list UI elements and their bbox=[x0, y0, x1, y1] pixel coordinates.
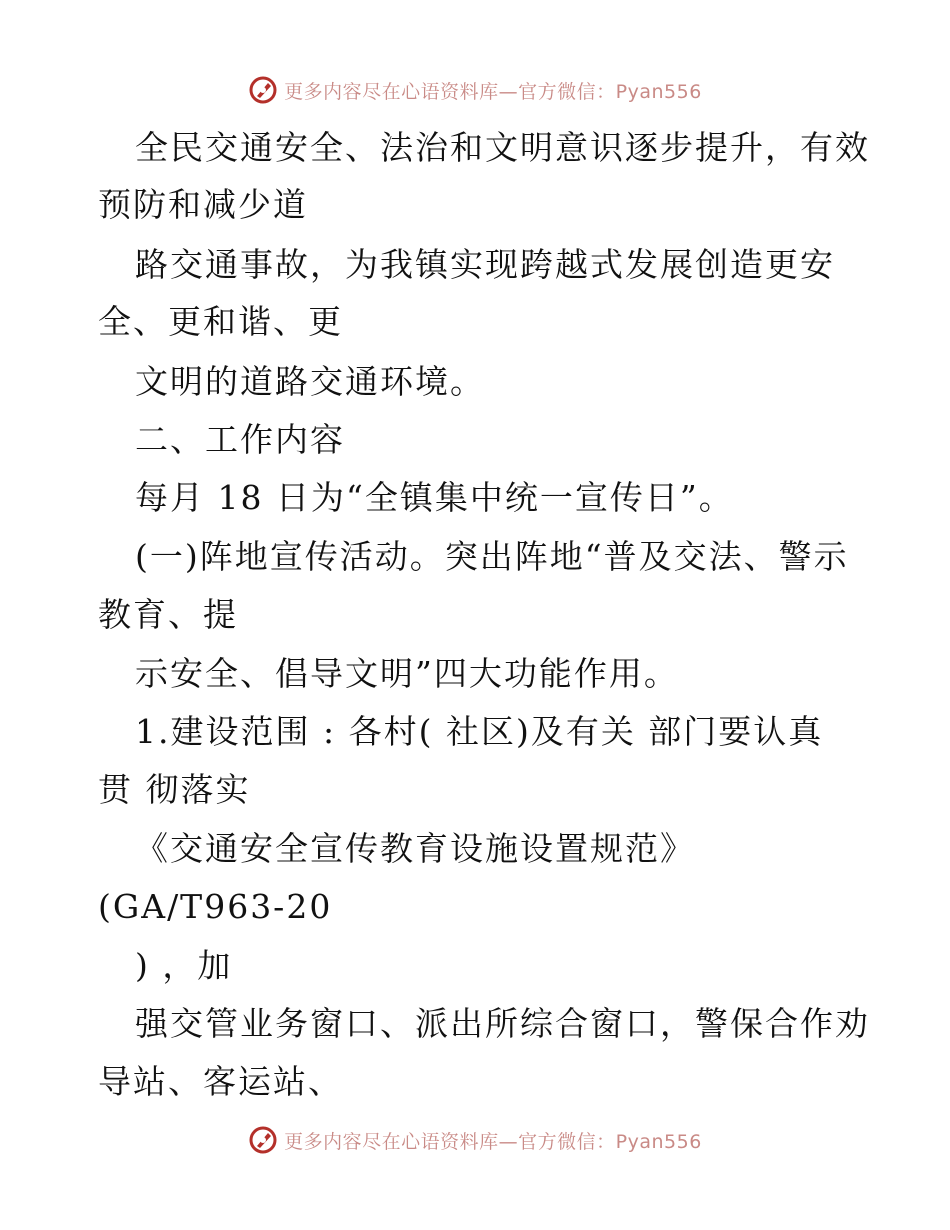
body-line: (一)阵地宣传活动。突出阵地“普及交法、警示 bbox=[135, 537, 849, 576]
body-line: 示安全、倡导文明”四大功能作用。 bbox=[135, 654, 679, 693]
body-line: 每月 18 日为“全镇集中统一宣传日”。 bbox=[135, 478, 734, 517]
header-banner bbox=[0, 72, 950, 108]
pen-logo-icon bbox=[248, 1125, 278, 1155]
body-line: (GA/T963-20 bbox=[98, 887, 333, 926]
pen-logo-icon bbox=[248, 75, 278, 105]
body-line: 路交通事故，为我镇实现跨越式发展创造更安 bbox=[135, 245, 835, 284]
body-line: 文明的道路交通环境。 bbox=[135, 362, 485, 401]
body-line: 贯 彻落实 bbox=[98, 770, 251, 809]
body-line: 全、更和谐、更 bbox=[98, 302, 343, 341]
body-line: 《交通安全宣传教育设施设置规范》 bbox=[135, 829, 695, 868]
body-line: 预防和减少道 bbox=[98, 185, 308, 224]
footer-banner-text: 更多内容尽在心语资料库—官方微信：Pyan556 bbox=[284, 1130, 702, 1153]
body-line: ) ，加 bbox=[135, 946, 233, 985]
body-line: 1.建设范围 : 各村( 社区)及有关 部门要认真 bbox=[135, 712, 824, 751]
section-heading: 二、工作内容 bbox=[135, 420, 345, 459]
body-line: 教育、提 bbox=[98, 595, 238, 634]
footer-banner bbox=[0, 1122, 950, 1158]
body-line: 全民交通安全、法治和文明意识逐步提升，有效 bbox=[135, 128, 870, 167]
body-line: 强交管业务窗口、派出所综合窗口，警保合作劝 bbox=[135, 1004, 870, 1043]
body-line: 导站、客运站、 bbox=[98, 1062, 343, 1101]
header-banner-text: 更多内容尽在心语资料库—官方微信：Pyan556 bbox=[284, 80, 702, 103]
